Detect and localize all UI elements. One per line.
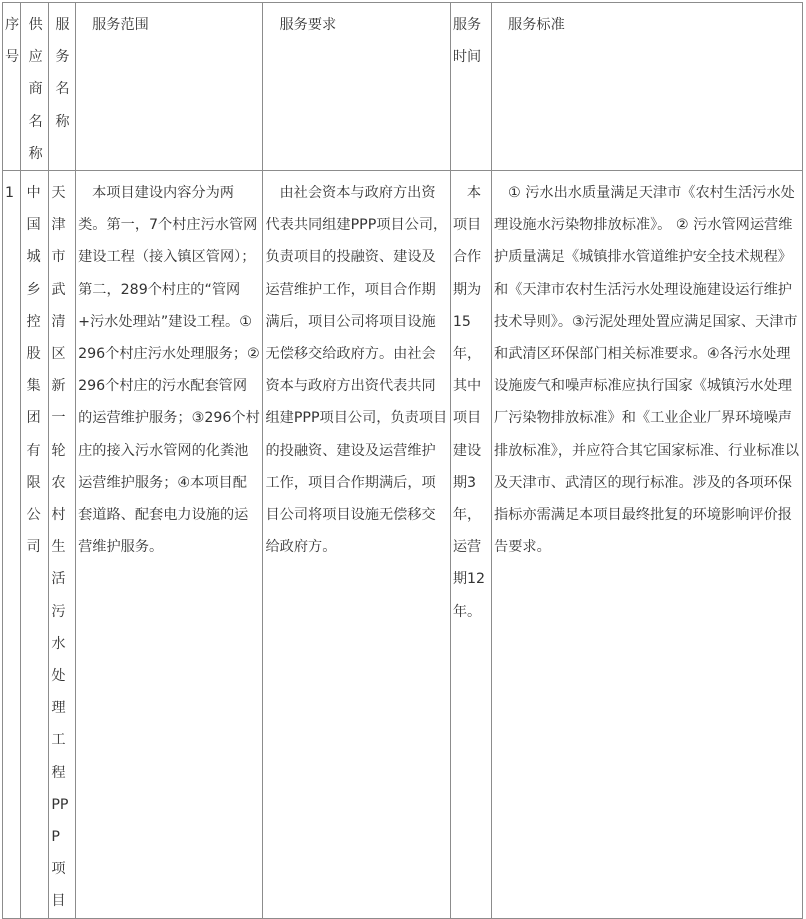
cell-supplier: 中国城乡控股集团有限公司 (20, 171, 49, 919)
header-requirements: 服务要求 (263, 3, 450, 171)
header-index: 序号 (3, 3, 21, 171)
cell-requirements: 由社会资本与政府方出资代表共同组建PPP项目公司，负责项目的投融资、建设及运营维护工作，项目合作期满后，项目公司将项目设施无偿移交给政府方。由社会资本与政府方出资代表共同组建PPP项目公司，负责项目的投融资、建设及运营维护工作，项目合作期满后，项目公司将项目设施无偿移交给政府方。 (263, 171, 450, 919)
cell-duration: 本项目合作期为15年，其中项目建设期3年，运营期12年。 (450, 171, 491, 919)
header-scope: 服务范围 (76, 3, 263, 171)
table-row (3, 171, 803, 919)
service-table (2, 2, 803, 919)
table-header-row (3, 3, 803, 171)
header-service-name: 服务名称 (49, 3, 76, 171)
cell-index: 1 (3, 171, 21, 919)
header-standards: 服务标准 (492, 3, 803, 171)
cell-scope: 本项目建设内容分为两类。第一，7个村庄污水管网建设工程（接入镇区管网）；第二，289个村庄的“管网+污水处理站”建设工程。①296个村庄污水处理服务；②296个村庄的污水配套管网的运营维护服务；③296个村庄的接入污水管网的化粪池运营维护服务；④本项目配套道路、配套电力设施的运营维护服务。 (76, 171, 263, 919)
cell-standards: ① 污水出水质量满足天津市《农村生活污水处理设施水污染物排放标准》。 ② 污水管网运营维护质量满足《城镇排水管道维护安全技术规程》和《天津市农村生活污水处理设施建设运行维护技术导则》。③污泥处理处置应满足国家、天津市和武清区环保部门相关标准要求。④各污水处理设施废气和噪声标准应执行国家《城镇污水处理厂污染物排放标准》和《工业企业厂界环境噪声排放标准》，并应符合其它国家标准、行业标准以及天津市、武清区的现行标准。涉及的各项环保指标亦需满足本项目最终批复的环境影响评价报告要求。 (492, 171, 803, 919)
header-supplier: 供应商名称 (20, 3, 49, 171)
cell-service-name: 天津市武清区新一轮农村生活污水处理工程PPP项目 (49, 171, 76, 919)
header-duration: 服务时间 (450, 3, 491, 171)
